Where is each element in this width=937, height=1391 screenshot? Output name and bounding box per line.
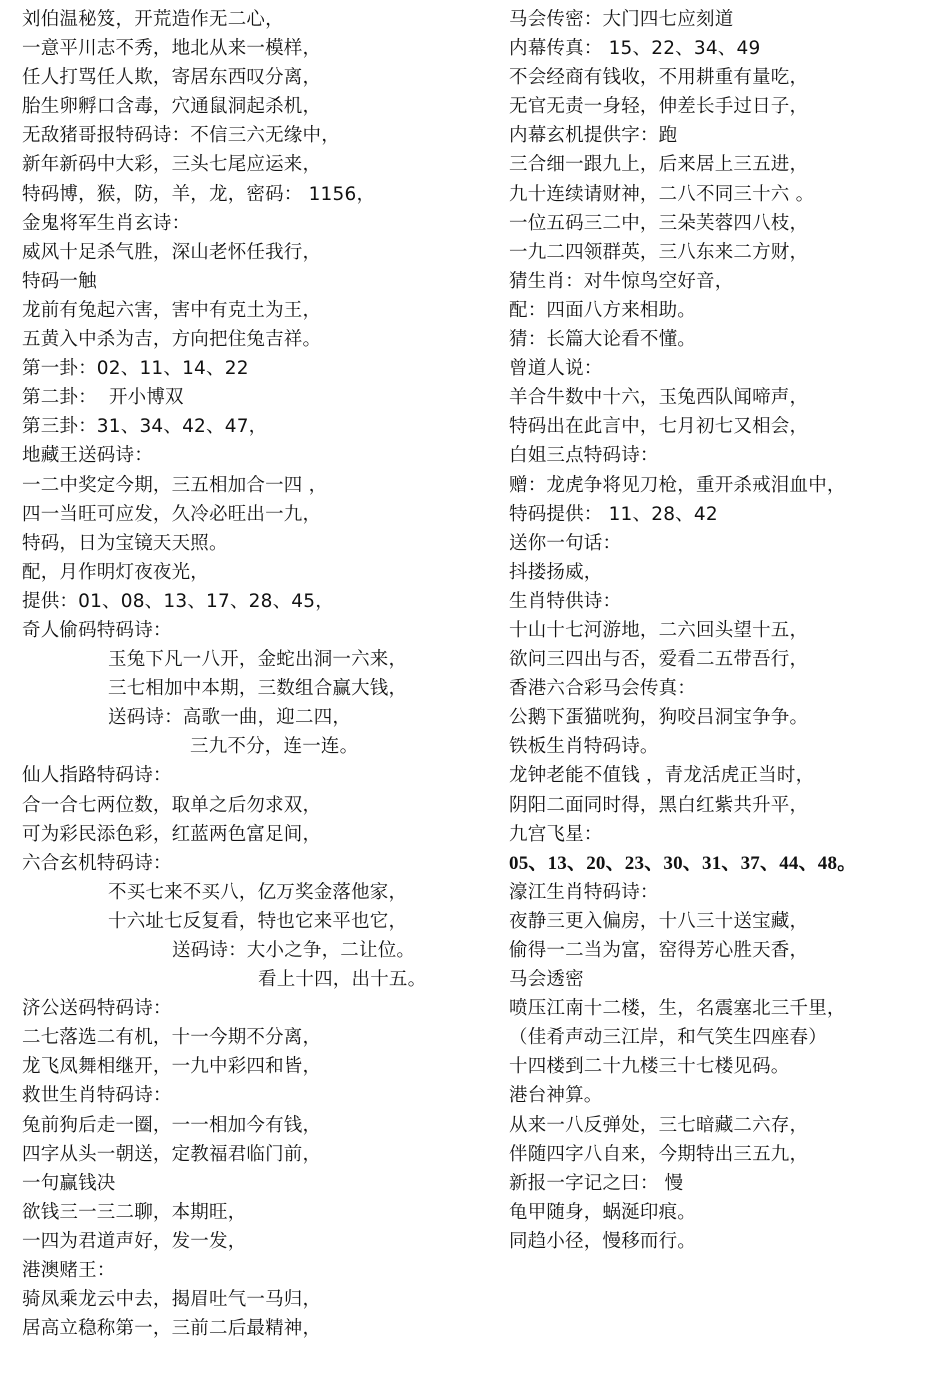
text-line: 龙钟老能不值钱 ，青龙活虎正当时，: [509, 765, 815, 787]
text-line: 威风十足杀气胜，深山老怀任我行，: [22, 241, 322, 263]
text-line: 玉兔下凡一八开，金蛇出洞一六来，: [108, 649, 408, 671]
text-line: 欲问三四出与否，爱看二五带吾行，: [509, 649, 809, 671]
section-heading: 奇人偷码特码诗：: [22, 619, 172, 641]
text-line: 第一卦：02、11、14、22: [22, 358, 249, 380]
text-line: 四一当旺可应发，久冷必旺出一九，: [22, 503, 322, 525]
text-line: 一意平川志不秀，地北从来一模样，: [22, 38, 322, 60]
section-heading: 港澳赌王：: [22, 1260, 116, 1282]
section-heading: 香港六合彩马会传真：: [509, 678, 697, 700]
text-line: 龟甲随身，蜗涎印痕。: [509, 1201, 697, 1223]
text-line: 可为彩民添色彩，红蓝两色富足间，: [22, 823, 322, 845]
text-line: 送码诗：高歌一曲，迎二四，: [108, 707, 352, 729]
section-heading: 济公送码特码诗：: [22, 998, 172, 1020]
text-line: 胎生卵孵口含毒，穴通鼠洞起杀机，: [22, 96, 322, 118]
numbers-line: 提供：01、08、13、17、28、45，: [22, 590, 334, 612]
text-line: 内幕玄机提供字：跑: [509, 125, 678, 147]
numbers-line: 内幕传真： 15、22、34、49: [509, 38, 761, 60]
text-line: 一九二四领群英，三八东来二方财，: [509, 241, 809, 263]
text-line: 赠：龙虎争将见刀枪，重开杀戒泪血中，: [509, 474, 846, 496]
text-line: 新报一字记之曰： 慢: [509, 1172, 684, 1194]
section-heading: 马会透密: [509, 969, 584, 991]
text-line: 配，月作明灯夜夜光，: [22, 561, 210, 583]
text-line: 刘伯温秘笈，开荒造作无二心，: [22, 9, 284, 30]
text-line: 三七相加中本期，三数组合赢大钱，: [108, 678, 408, 700]
text-line: 从来一八反弹处，三七暗藏二六存，: [509, 1114, 809, 1136]
text-line: 羊合牛数中十六，玉兔西队闻啼声，: [509, 387, 809, 409]
text-line: 阴阳二面同时得，黑白红紫共升平，: [509, 794, 809, 816]
text-line: 三合细一跟九上，后来居上三五进，: [509, 154, 809, 176]
section-heading: 濠江生肖特码诗：: [509, 881, 659, 903]
text-line: 配：四面八方来相助。: [509, 299, 697, 321]
section-heading: 港台神算。: [509, 1085, 603, 1107]
text-line: 抖搂扬威，: [509, 561, 603, 583]
text-line: 猜：长篇大论看不懂。: [509, 329, 697, 351]
text-line: 一二中奖定今期，三五相加合一四 ，: [22, 474, 328, 496]
numbers-line: 05、13、20、23、30、31、37、44、48。: [509, 852, 857, 874]
text-line: 无敌猪哥报特码诗：不信三六无缘中，: [22, 125, 340, 147]
text-line: 五黄入中杀为吉，方向把住兔吉祥。: [22, 329, 322, 351]
text-line: 一位五码三二中，三朵芙蓉四八枝，: [509, 212, 809, 234]
right-column: [509, 5, 934, 1256]
section-heading: 白姐三点特码诗：: [509, 445, 659, 467]
section-heading: 救世生肖特码诗：: [22, 1085, 172, 1107]
section-heading: 六合玄机特码诗：: [22, 852, 172, 874]
text-line: 三九不分，连一连。: [190, 736, 359, 758]
text-line: 十四楼到二十九楼三十七楼见码。: [509, 1056, 790, 1078]
section-heading: 曾道人说：: [509, 358, 603, 380]
text-line: 无官无责一身轻，伸差长手过日子，: [509, 96, 809, 118]
text-line: 伴随四字八自来，今期特出三五九，: [509, 1143, 809, 1165]
text-line: 新年新码中大彩，三头七尾应运来，: [22, 154, 322, 176]
text-line: 特码一触: [22, 270, 97, 292]
section-heading: 九宫飞星：: [509, 823, 603, 845]
text-line: 第二卦： 开小博双: [22, 387, 184, 409]
text-line: 一句赢钱决: [22, 1172, 116, 1194]
text-line: 偷得一二当为富，窑得芳心胜天香，: [509, 940, 809, 961]
section-heading: 仙人指路特码诗：: [22, 765, 172, 787]
text-line: 兔前狗后走一圈，一一相加今有钱，: [22, 1114, 322, 1136]
text-line: 任人打骂任人欺，寄居东西叹分离，: [22, 67, 322, 89]
text-line: 夜静三更入偏房，十八三十送宝藏，: [509, 910, 809, 932]
text-line: 第三卦：31、34、42、47，: [22, 416, 268, 438]
section-heading: 送你一句话：: [509, 532, 622, 554]
text-line: 十六址七反复看，特也它来平也它，: [108, 910, 408, 932]
text-line: 特码，日为宝镜天天照。: [22, 532, 228, 554]
text-line: 不买七来不买八，亿万奖金落他家，: [108, 881, 408, 903]
text-line: 欲钱三一三二聊，本期旺，: [22, 1201, 247, 1223]
text-line: 特码出在此言中，七月初七又相会，: [509, 416, 809, 438]
text-line: 居高立稳称第一，三前二后最精神，: [22, 1318, 322, 1340]
text-line: 马会传密：大门四七应刻道: [509, 9, 734, 30]
text-line: 四字从头一朝送，定教福君临门前，: [22, 1143, 322, 1165]
section-heading: 金鬼将军生肖玄诗：: [22, 212, 191, 234]
text-line: 看上十四，出十五。: [258, 969, 427, 991]
section-heading: 铁板生肖特码诗。: [509, 736, 659, 758]
text-line: 龙飞凤舞相继开，一九中彩四和皆，: [22, 1056, 322, 1078]
text-line: 一四为君道声好，发一发，: [22, 1230, 247, 1252]
text-line: 骑凤乘龙云中去，揭眉吐气一马归，: [22, 1289, 322, 1311]
text-line: 公鹅下蛋猫咣狗，狗咬吕洞宝争争。: [509, 707, 809, 729]
section-heading: 地藏王送码诗：: [22, 445, 153, 467]
left-column: [22, 5, 492, 1343]
text-line: 不会经商有钱收，不用耕重有量吃，: [509, 67, 809, 89]
text-line: 合一合七两位数，取单之后勿求双，: [22, 794, 322, 816]
text-line: 特码博，猴，防，羊，龙，密码： 1156，: [22, 183, 376, 205]
text-line: （佳肴声动三江岸，和气笑生四座春）: [509, 1027, 827, 1049]
text-line: 龙前有兔起六害，害中有克土为王，: [22, 299, 322, 321]
text-line: 送码诗：大小之争，二让位。: [172, 940, 416, 961]
section-heading: 生肖特供诗：: [509, 590, 622, 612]
text-line: 十山十七河游地，二六回头望十五，: [509, 619, 809, 641]
text-line: 猜生肖：对牛惊鸟空好音，: [509, 270, 734, 292]
numbers-line: 特码提供： 11、28、42: [509, 503, 718, 525]
text-line: 同趋小径，慢移而行。: [509, 1230, 697, 1252]
text-line: 九十连续请财神，二八不同三十六 。: [509, 183, 815, 205]
text-line: 二七落选二有机，十一今期不分离，: [22, 1027, 322, 1049]
text-line: 喷压江南十二楼，生，名震塞北三千里，: [509, 998, 846, 1020]
